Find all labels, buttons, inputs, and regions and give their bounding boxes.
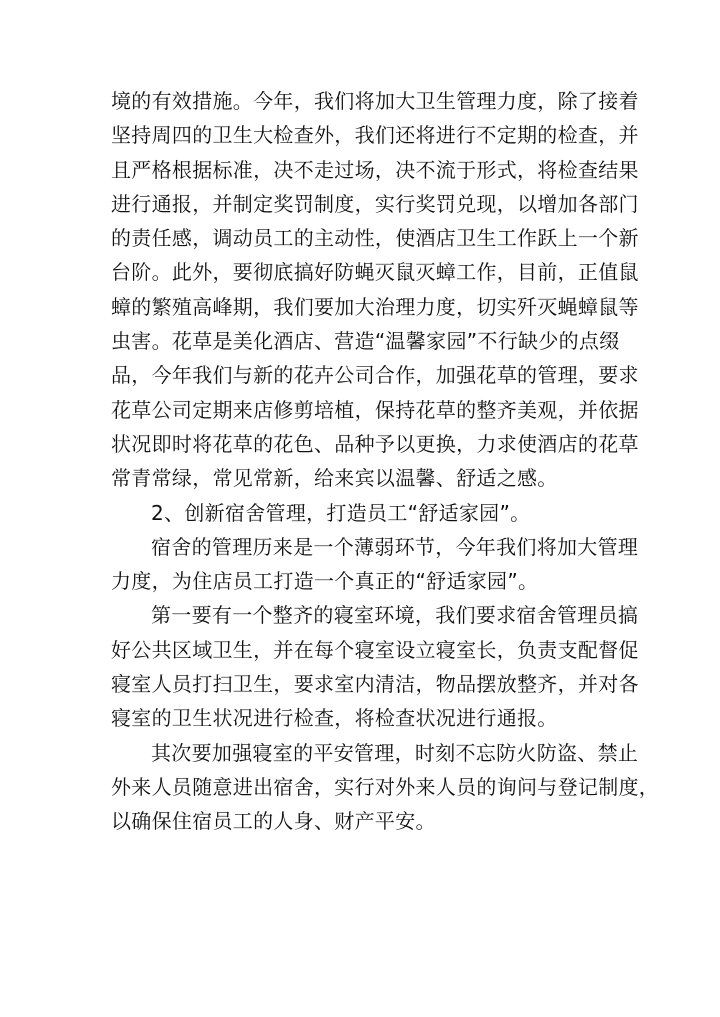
text-line: 寝室的卫生状况进行检查，将检查状况进行通报。 <box>111 706 558 731</box>
text-line: 其次要加强寝室的平安管理，时刻不忘防火防盗、禁止 <box>151 740 639 765</box>
text-line: 且严格根据标准，决不走过场，决不流于形式，将检查结果 <box>111 157 639 182</box>
text-line: 的责任感，调动员工的主动性，使酒店卫生工作跃上一个新 <box>111 226 639 251</box>
text-line: 品，今年我们与新的花卉公司合作，加强花草的管理，要求 <box>111 363 639 388</box>
text-line: 坚持周四的卫生大检查外，我们还将进行不定期的检查，并 <box>111 123 639 148</box>
text-line: 蟑的繁殖高峰期，我们要加大治理力度，切实歼灭蝇蟑鼠等 <box>111 294 639 319</box>
body-text <box>111 84 660 839</box>
text-line: 常青常绿，常见常新，给来宾以温馨、舒适之感。 <box>111 466 558 491</box>
text-line: 外来人员随意进出宿舍，实行对外来人员的询问与登记制度， <box>111 774 660 799</box>
text-line: 境的有效措施。今年，我们将加大卫生管理力度，除了接着 <box>111 89 639 113</box>
section-heading: 2、创新宿舍管理，打造员工“舒适家园”。 <box>151 500 531 525</box>
text-line: 力度，为住店员工打造一个真正的“舒适家园”。 <box>111 569 539 594</box>
text-line: 第一要有一个整齐的寝室环境，我们要求宿舍管理员搞 <box>151 603 639 628</box>
text-line: 状况即时将花草的花色、品种予以更换，力求使酒店的花草 <box>111 431 639 456</box>
text-line: 台阶。此外，要彻底搞好防蝇灭鼠灭蟑工作，目前，正值鼠 <box>111 260 639 285</box>
text-line: 宿舍的管理历来是一个薄弱环节，今年我们将加大管理 <box>151 534 639 559</box>
text-line: 进行通报，并制定奖罚制度，实行奖罚兑现，以增加各部门 <box>111 191 639 216</box>
text-line: 好公共区域卫生，并在每个寝室设立寝室长，负责支配督促 <box>111 637 639 662</box>
text-line: 花草公司定期来店修剪培植，保持花草的整齐美观，并依据 <box>111 397 639 422</box>
text-line: 以确保住宿员工的人身、财产平安。 <box>111 809 436 834</box>
text-line: 虫害。花草是美化酒店、营造“温馨家园”不行缺少的点缀 <box>111 329 620 354</box>
text-line: 寝室人员打扫卫生，要求室内清洁，物品摆放整齐，并对各 <box>111 672 639 697</box>
